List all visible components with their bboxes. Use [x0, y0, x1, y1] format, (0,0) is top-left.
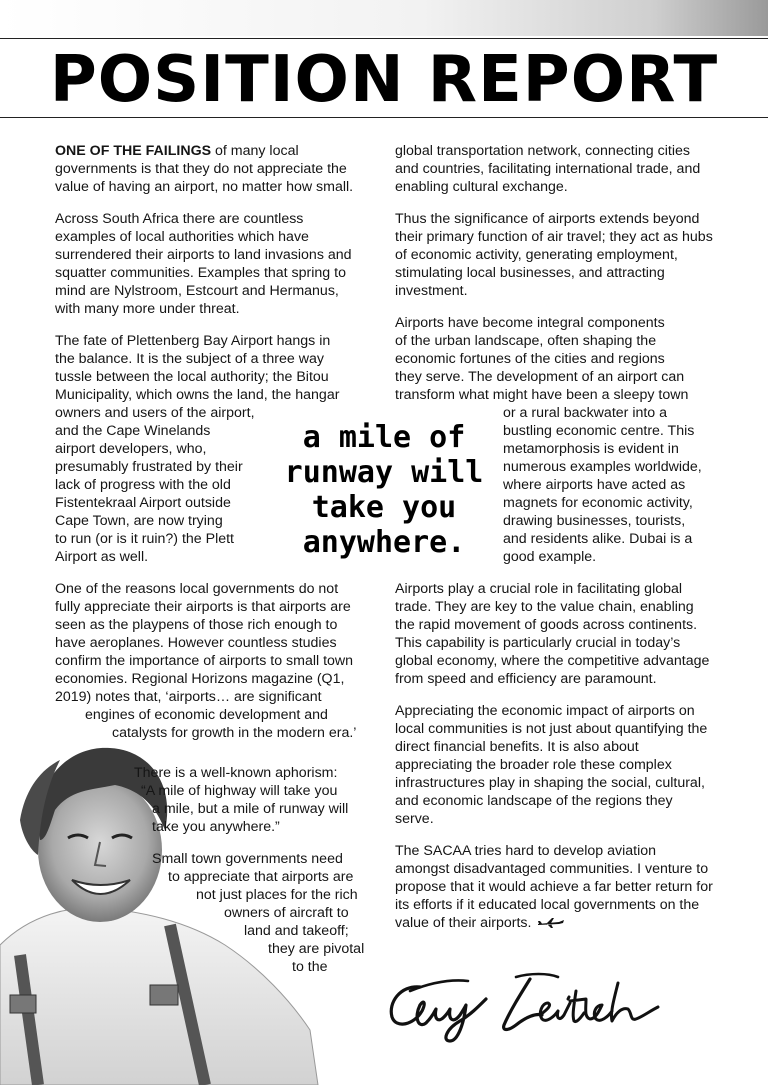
right-paragraph-1: global transportation network, connecting cities and countries, facilitating international trade, and enabling cultural exchange. [395, 143, 701, 195]
author-signature [380, 965, 670, 1045]
right-paragraph-4: Airports play a crucial role in facilitating global trade. They are key to the value chain, enabling the rapid movement of goods across continents. This capability is particularly crucial in today’s global economy, where the competitive advantage from speed and efficiency are paramount. [395, 581, 710, 687]
aphorism-paragraph [134, 764, 348, 836]
text-line: catalysts for growth in the modern era.’ [112, 725, 357, 741]
text-line: lack of progress with the old [55, 477, 231, 493]
text-line: take you anywhere.” [152, 819, 280, 835]
right-paragraph-3 [395, 314, 713, 566]
text-line: magnets for economic activity, [503, 495, 693, 511]
text-line: and residents alike. Dubai is a [503, 531, 693, 547]
text-line: Airport as well. [55, 549, 149, 565]
text-line: 2019) notes that, ‘airports… are significant [55, 689, 322, 705]
text-line: where airports have acted as [503, 477, 686, 493]
text-line: owners of aircraft to [224, 905, 349, 921]
left-paragraph-1 [55, 142, 367, 196]
left-paragraph-2: Across South Africa there are countless examples of local authorities which have surrendered their airports to land invasions and squatter communities. Examples that spring to mind are Nylstroom, Estcourt and Hermanus, with many more under threat. [55, 211, 352, 317]
text-line: metamorphosis is evident in [503, 441, 679, 457]
right-paragraph-6 [395, 842, 713, 932]
text-line: There is a well-known aphorism: [134, 765, 338, 781]
left-p1-text: of many local governments is that they do not appreciate the value of having an airport, no matter how small. [55, 143, 354, 195]
text-line: numerous examples worldwide, [503, 459, 702, 475]
text-line: of the urban landscape, often shaping the [395, 333, 657, 349]
right-paragraph-2: Thus the significance of airports extends beyond their primary function of air travel; they act as hubs of economic activity, generating employment, stimulating local businesses, and attracting investment. [395, 211, 713, 299]
text-line: they are pivotal [268, 941, 365, 957]
text-line: seen as the playpens of those rich enough to [55, 617, 338, 633]
page-title: POSITION REPORT [49, 43, 719, 117]
text-line: “A mile of highway will take you [141, 783, 338, 799]
aeroplane-icon [537, 917, 565, 929]
text-line: Airports have become integral components [395, 315, 665, 331]
right-column [395, 142, 713, 932]
text-line: and the Cape Winelands [55, 423, 211, 439]
text-line: airport developers, who, [55, 441, 207, 457]
text-line: The fate of Plettenberg Bay Airport hangs in [55, 333, 331, 349]
text-line: tussle between the local authority; the Bitou [55, 369, 329, 385]
pull-quote-line: anywhere. [302, 525, 466, 560]
text-line: Small town governments need [152, 851, 343, 867]
text-line: not just places for the rich [196, 887, 358, 903]
text-line: owners and users of the airport, [55, 405, 255, 421]
text-line: confirm the importance of airports to small town [55, 653, 354, 669]
right-p6-text: The SACAA tries hard to develop aviation amongst disadvantaged communities. I venture to propose that it would achieve a far better return for its efforts if it educated local governments on the value of their airports. [395, 843, 713, 931]
lead-in: ONE OF THE FAILINGS [55, 143, 212, 159]
text-line: drawing businesses, tourists, [503, 513, 686, 529]
text-line: economic fortunes of the cities and regions [395, 351, 665, 367]
header-top-rule [0, 38, 768, 39]
text-line: good example. [503, 549, 597, 565]
text-line: to run (or is it ruin?) the Plett [55, 531, 234, 547]
text-line: have aeroplanes. However countless studies [55, 635, 337, 651]
text-line: to appreciate that airports are [168, 869, 354, 885]
text-line: to the [292, 959, 328, 975]
text-line: land and takeoff; [244, 923, 349, 939]
text-line: transform what might have been a sleepy town [395, 387, 689, 403]
header-gradient-band [0, 0, 768, 36]
text-line: Municipality, which owns the land, the hangar [55, 387, 340, 403]
text-line: the balance. It is the subject of a three way [55, 351, 324, 367]
text-line: One of the reasons local governments do not [55, 581, 339, 597]
left-paragraph-4 [55, 580, 367, 742]
text-line: Fistentekraal Airport outside [55, 495, 231, 511]
pull-quote-line: a mile of [302, 420, 466, 455]
text-line: fully appreciate their airports is that airports are [55, 599, 351, 615]
text-line: presumably frustrated by their [55, 459, 243, 475]
pull-quote-line: runway will [284, 455, 484, 490]
text-line: Cape Town, are now trying [55, 513, 223, 529]
small-town-paragraph [152, 850, 364, 976]
text-line: economies. Regional Horizons magazine (Q1, [55, 671, 345, 687]
text-line: they serve. The development of an airport can [395, 369, 685, 385]
pull-quote-line: take you [311, 490, 457, 525]
text-line: engines of economic development and [85, 707, 328, 723]
header-bottom-rule [0, 117, 768, 118]
text-line: bustling economic centre. This [503, 423, 695, 439]
text-line: or a rural backwater into a [503, 405, 668, 421]
text-line: a mile, but a mile of runway will [152, 801, 349, 817]
right-paragraph-5: Appreciating the economic impact of airports on local communities is not just about quantifying the direct financial benefits. It is also about appreciating the broader role these complex infrastructures play in shaping the social, cultural, and economic landscape of the regions they serve. [395, 703, 708, 827]
